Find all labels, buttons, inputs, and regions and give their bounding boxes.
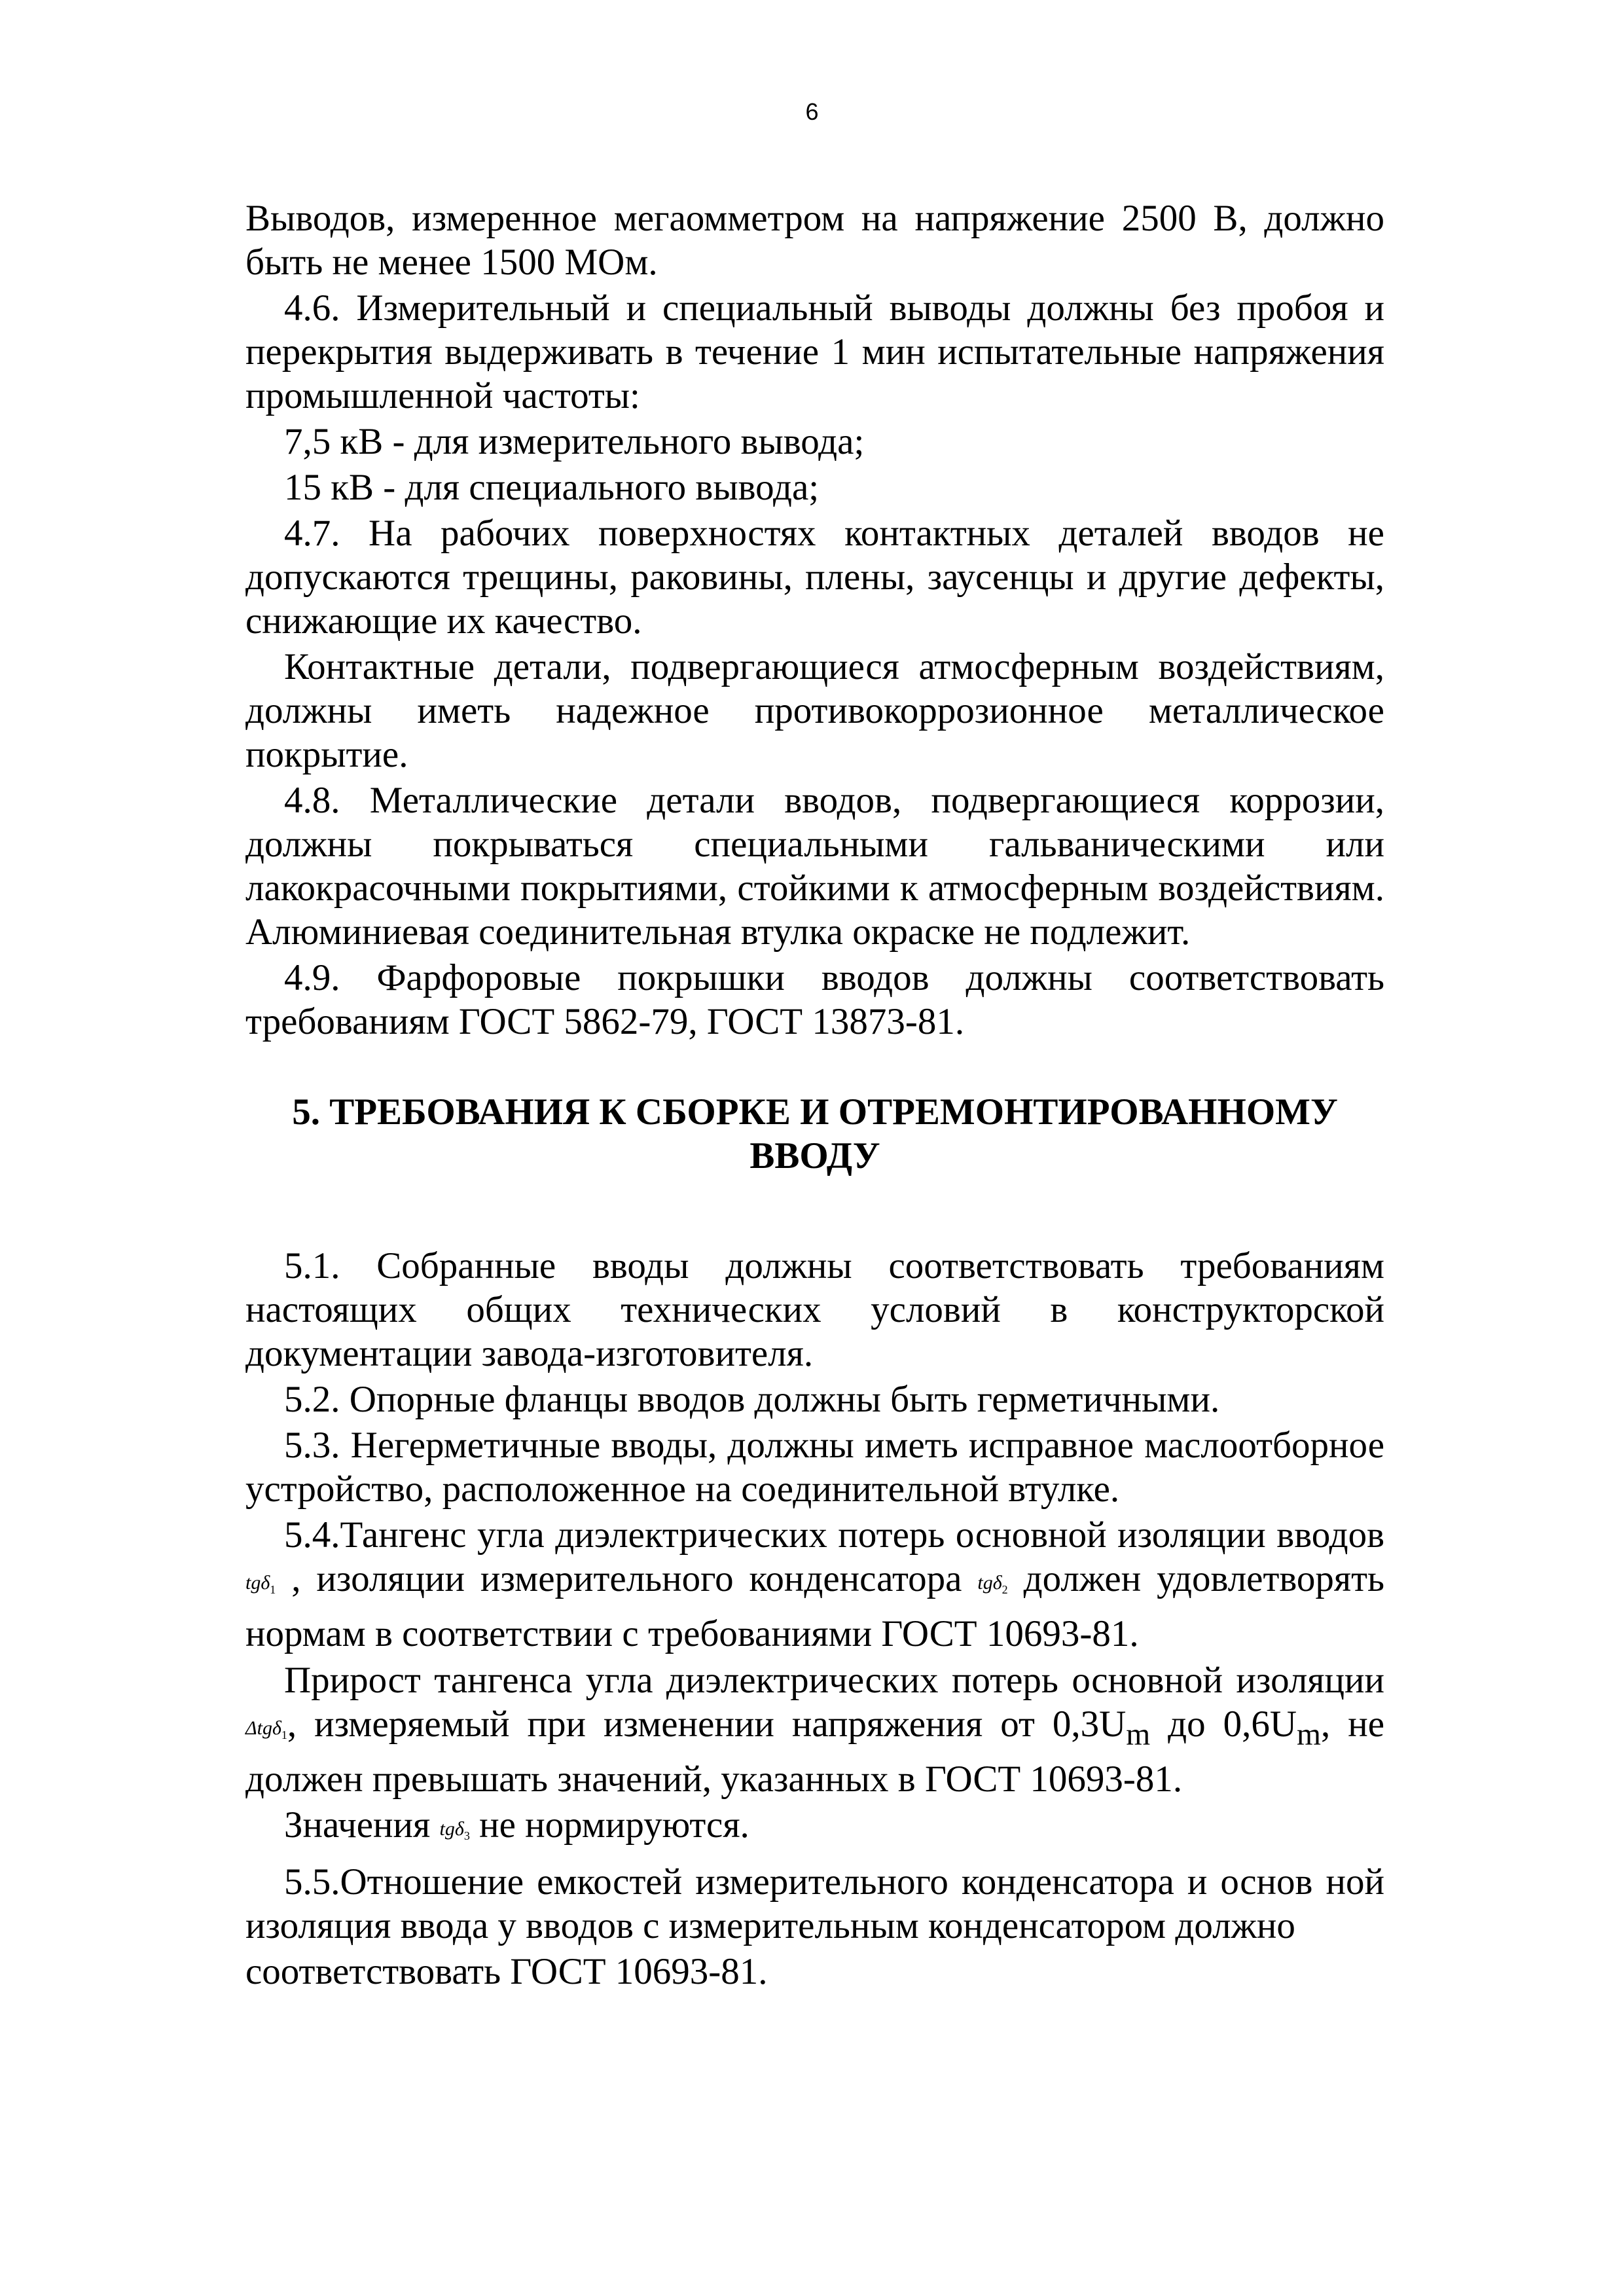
paragraph-tg-delta-3-part-b: не нормируются. — [479, 1804, 749, 1846]
delta-tg-delta-1-formula: Δtgδ$_1$ — [245, 1717, 287, 1741]
paragraph-5-4-part-c: должен удовлетворять нормам в соответствии с требованиями ГОСТ 10693-81. — [245, 1558, 1385, 1654]
paragraph-5-4-part-a: 5.4.Тангенс угла диэлектрических потерь основной изоляции вводов — [284, 1514, 1384, 1556]
section-5-heading-line1: 5. ТРЕБОВАНИЯ К СБОРКЕ И ОТРЕМОНТИРОВАННОМУ — [292, 1091, 1338, 1133]
tg-delta-1-formula: tgδ$_1$ — [245, 1572, 276, 1596]
paragraph-5-4 — [245, 1513, 1384, 1656]
paragraph-4-6: 4.6. Измерительный и специальный выводы должны без пробоя и перекрытия выдерживать в течение 1 мин испытательные напряжения промышленной частоты: — [245, 287, 1384, 416]
um-subscript-2: m — [1297, 1717, 1321, 1752]
paragraph-tangent-increase — [245, 1658, 1384, 1801]
paragraph-5-3: 5.3. Негерметичные вводы, должны иметь исправное маслоотборное устройство, расположенное на соединительной втулке. — [245, 1425, 1384, 1510]
paragraph-4-6-measuring: 7,5 кВ - для измерительного вывода; — [284, 421, 865, 462]
paragraph-tg-delta-3 — [245, 1803, 1384, 1858]
tg-delta-3-formula: tgδ$_3$ — [439, 1818, 470, 1842]
paragraph-tangent-increase-part-d: , не должен превышать значений, указанных в ГОСТ 10693-81. — [245, 1704, 1384, 1800]
paragraph-tangent-increase-part-b: , измеряемый при изменении напряжения от 0,3U — [287, 1704, 1127, 1745]
tg-delta-2-formula: tgδ$_2$ — [977, 1572, 1008, 1596]
section-5-heading-line2: ВВОДУ — [749, 1135, 880, 1176]
paragraph-4-6-special: 15 кВ - для специального вывода; — [284, 467, 820, 508]
paragraph-tangent-increase-part-c: до 0,6U — [1150, 1704, 1297, 1745]
um-subscript-1: m — [1126, 1717, 1151, 1752]
page-number: 6 — [805, 98, 819, 125]
paragraph-tg-delta-3-part-a: Значения — [284, 1804, 431, 1846]
paragraph-tangent-increase-part-a: Прирост тангенса угла диэлектрических потерь основной изоляции — [284, 1660, 1384, 1701]
paragraph-5-1: 5.1. Собранные вводы должны соответствовать требованиям настоящих общих технических условий в конструкторской документации завода-изготовителя. — [245, 1245, 1384, 1374]
paragraph-insulation-resistance: Выводов, измеренное мегаомметром на напряжение 2500 В, должно быть не менее 1500 МОм. — [245, 198, 1384, 283]
paragraph-4-8: 4.8. Металлические детали вводов, подвергающиеся коррозии, должны покрываться специальными гальваническими или лакокрасочными покрытиями, стойкими к атмосферным воздействиям. Алюминиевая соединительная втулка окраске не подлежит. — [245, 780, 1384, 953]
paragraph-5-5: 5.5.Отношение емкостей измерительного конденсатора и основ ной изоляция ввода у вводов с измерительным конденсатором должно — [245, 1861, 1384, 1946]
paragraph-4-7-contact-parts: Контактные детали, подвергающиеся атмосферным воздействиям, должны иметь надежное противокоррозионное металлическое покрытие. — [245, 646, 1384, 775]
section-4-continued — [245, 196, 1384, 1046]
paragraph-5-2: 5.2. Опорные фланцы вводов должны быть герметичными. — [284, 1379, 1220, 1420]
section-5-body — [245, 1244, 1384, 1995]
paragraph-5-5-continuation: соответствовать ГОСТ 10693-81. — [245, 1951, 768, 1992]
paragraph-4-7: 4.7. На рабочих поверхностях контактных деталей вводов не допускаются трещины, раковины, плены, заусенцы и другие дефекты, снижающие их качество. — [245, 513, 1384, 642]
paragraph-5-4-part-b: , изоляции измерительного конденсатора — [291, 1558, 962, 1599]
section-5-heading — [245, 1090, 1384, 1178]
paragraph-4-9: 4.9. Фарфоровые покрышки вводов должны соответствовать требованиям ГОСТ 5862-79, ГОСТ 13873-81. — [245, 957, 1384, 1042]
